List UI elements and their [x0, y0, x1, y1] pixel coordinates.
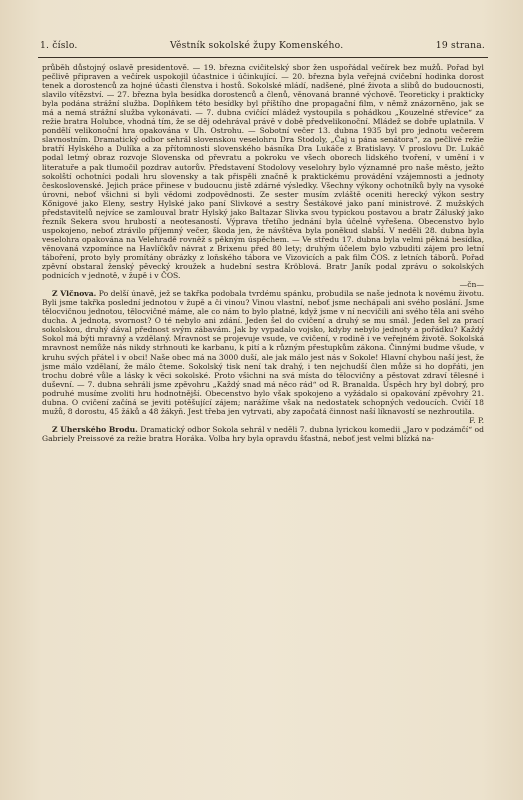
paragraph-1: průběh důstojný oslavě presidentově. — 19. března cvičitelský sbor žen uspořádal večírek bez mužů. Pořad byl pečlivě připraven a večírek uspokojil účastnice i účinkující. — 20. března byla veřejná cvičební hodinka dorost tenek a dorostenců za hojné účasti členstva i hostů. Sokolské mládí, nadšené, plné života a slibů do budoucnosti, slavilo vítězství. — 27. března byla besídka dorostenců a členů, věnovaná branné výchově. Teoreticky i prakticky byla podána strážní služba. Doplňkem této besídky byl příštího dne propagační film, v němž znázorněno, jak se má a nemá strážní služba vykonávati. — 7. dubna cvičící mládež vystoupila s pohádkou „Kouzelné střevíce“ za režie bratra Holubce, vhodná tím, že se děj odehrával právě v době předvelikonoční. Mládež se dobře uplatnila. V pondělí velikonoční hra opakována v Uh. Ostrohu. — Sobotní večer 13. dubna 1935 byl pro jednotu večerem slavnostním. Dramatický odbor sehrál slovenskou veselohru Dra Stodoly, „Čaj u pána senátora“, za pečlivé režie bratří Hylského a Dulíka a za přítomnosti slovenského básníka Dra Lukáče z Bratislavy. V proslovu Dr. Lukáč podal letmý obraz rozvoje Slovenska od převratu a pokroku ve všech oborech lidského tvoření, v umění i v literatuře a pak tlumočil pozdrav autorův. Představení Stodolovy veselohry bylo významné pro naše město, ježto sokolští ochotníci podali hru slovensky a tak přispěli značně k praktickému provádění vzájemnosti a jednoty československé. Jejich práce přinese v budoucnu jistě zdárné výsledky. Všechny výkony ochotníků byly na vysoké úrovni, neboť všichni si byli vědomi zodpovědnosti. Ze sester musím zvláště oceniti herecký výkon sestry Kőnigové jako Eleny, sestry Hylské jako paní Slivkové a sestry Šestákové jako paní ministrové. Z mužských představitelů nejvíce se zamlouval bratr Hylský jako Baltazar Slivka svou typickou postavou a bratr Záluský jako řezník Sekera svou hrubostí a neotesaností. Výprava třetího jednání byla účelně vyřešena. Obecenstvo bylo uspokojeno, neboť ztrávilo příjemný večer, škoda jen, že návštěva byla poněkud slabší. V neděli 28. dubna byla veselohra opakována na Velehradě rovněž s pěkným úspěchem. — Ve středu 17. dubna byla velmi pěkná besídka, věnovaná vzpomínce na Havlíčkův návrat z Brixenu před 80 lety; druhým účelem bylo vzbuditi zájem pro letní táboření, proto byly promítány obrázky z loňského tábora ve Vizovicích a pak film ČOS. z letních táborů. Pořad zpěvní obstaral ženský pěvecký kroužek a hudební sestra Kröblová. Bratr Janík podal zprávu o sokolských podnicích v jednotě, v župě i v ČOS. [42, 63, 484, 281]
paragraph-uhersky-brod [42, 425, 484, 443]
signature-2: F. P. [469, 415, 484, 425]
paragraph-vlcnov-text: Po delší únavě, jež se takřka podobala tvrdému spánku, probudila se naše jednota k novému životu. Byli jsme takřka poslední jednotou v župě a či vinou? Vinou vlastní, neboť jsme nechápali ani svého poslání. Jsme tělocvičnou jednotou, tělocvičné máme, ale co nám to bylo platné, když jsme v ní necvičili ani svého těla ani svého ducha. A jednota, svornost? O té nebylo ani zdání. Jeden šel do cvičení a druhý se mu smál. Jeden šel za prací sokolskou, druhý dával přednost svým zábavám. Jak by vypadalo vojsko, kdyby nebylo jednoty a pořádku? Každý Sokol má býti mravný a vzdělaný. Mravnost se projevuje vsude, ve cvičení, v rodině i ve veřejném životě. Sokolská mravnost nemůže nás nikdy strhnouti ke karbanu, k pití a k různým přestupkům zákona. Činnými budme všude, v kruhu svých přátel i v obci! Naše obec má na 3000 duší, ale jak málo jest nás v Sokole! Hlavní chybou naší jest, že jsme málo vzdělaní, že málo čteme. Sokolský tisk není tak drahý, i ten nejchudší člen může si ho dopřáti, jen trochu dobré vůle a lásky k věci sokolské. Proto všichni na svá místa do tělocvičny a pěstovat zdraví tělesné i duševní. — 7. dubna sehráli jsme zpěvohru „Každý snad má něco rád“ od R. Branalda. Úspěch hry byl dobrý, pro podruhé musíme zvoliti hru hodnotnější. Obecenstvo bylo však spokojeno a vyžádalo si opakování zpěvohry 21. dubna. O cvičení začíná se jeviti potěšující zájem; narážíme však na nedostatek schopných vedoucích. Cvičí 18 mužů, 8 dorostu, 45 žáků a 48 žákyň. Jest třeba jen vytrvati, aby započatá činnost naší líknavostí se nezhroutila. [42, 289, 484, 416]
section-title-vlcnov: Z Vlčnova. [52, 289, 97, 299]
journal-title: Věstník sokolské župy Komenského. [169, 40, 344, 51]
section-title-uhersky-brod: Z Uherského Brodu. [52, 424, 138, 434]
article-body [42, 63, 484, 443]
page-header [40, 40, 485, 51]
issue-number: 1. číslo. [40, 40, 78, 51]
page-number: 19 strana. [435, 40, 485, 51]
signature-1: —čn— [459, 280, 484, 290]
header-rule [38, 57, 488, 58]
paragraph-uhersky-brod-text: Dramatický odbor Sokola sehrál v neděli 7. dubna lyrickou komedii „Jaro v podzámčí“ od Gabriely Preissové za režie bratra Horáka. Volba hry byla opravdu šťastná, neboť jest velmi blízká na- [42, 424, 484, 443]
paragraph-vlcnov [42, 289, 484, 416]
